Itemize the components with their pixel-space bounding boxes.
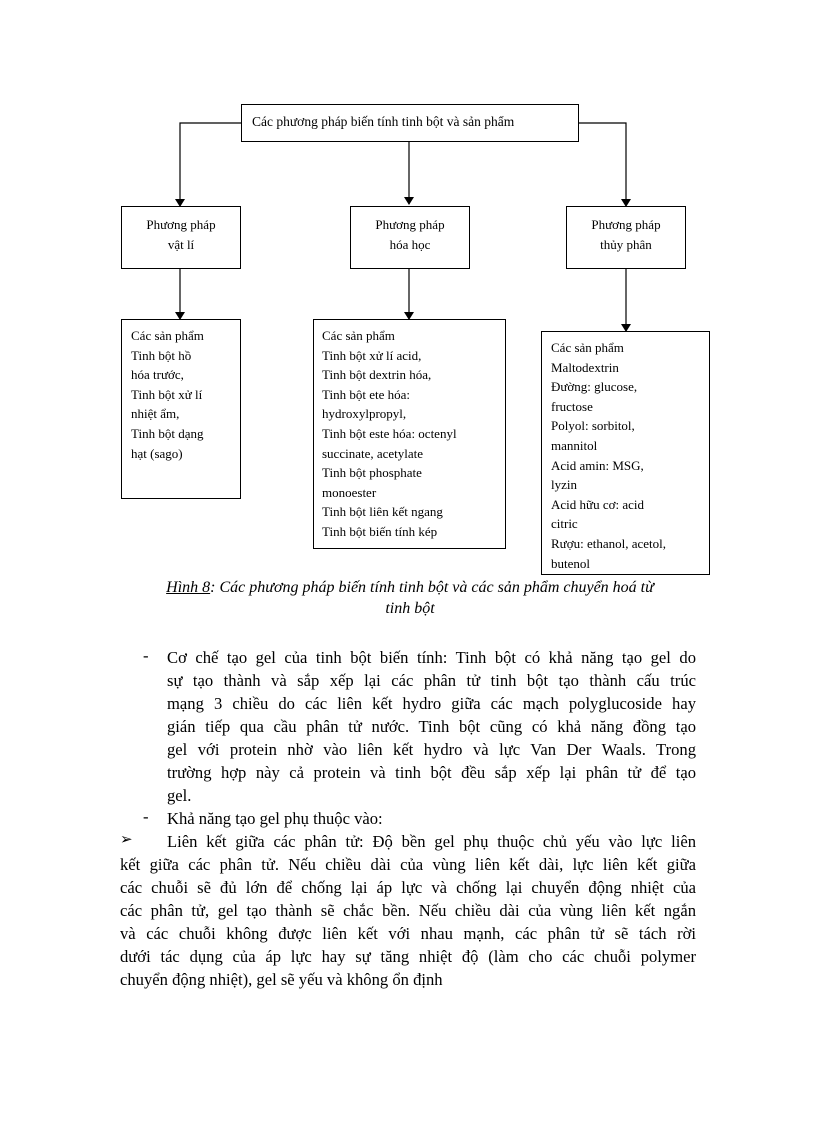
paragraph-line: dưới tác dụng của áp lực hay sự tăng nhiệt độ (làm cho các chuỗi polymer: [120, 947, 696, 966]
product-line: mannitol: [551, 437, 598, 453]
method-label-line2: vật lí: [167, 236, 195, 252]
diagram-root-box: [241, 104, 579, 142]
product-line: hydroxylpropyl,: [322, 406, 407, 422]
paragraph-line: các phân tử, gel tạo thành sẽ chắc bền. Nếu chiều dài của vùng liên kết ngắn: [120, 901, 696, 920]
product-line: lyzin: [551, 477, 577, 493]
paragraph-line: và các chuỗi không được liên kết với nhau mạnh, các phân tử sẽ tách rời: [120, 924, 696, 943]
paragraph-line: chuyển động nhiệt), gel sẽ yếu và không ổn định: [120, 970, 443, 989]
paragraph-line: Cơ chế tạo gel của tinh bột biến tính: Tinh bột có khả năng tạo gel do: [167, 648, 696, 667]
product-line: nhiệt ẩm,: [131, 406, 180, 422]
products-box-physical: [121, 319, 241, 499]
product-line: fructose: [551, 398, 593, 414]
paragraph-line: các chuỗi sẽ đủ lớn để chống lại áp lực và chống lại chuyển động nhiệt của: [120, 878, 696, 897]
paragraph-line: kết giữa các phân tử. Nếu chiều dài của vùng liên kết dài, lực liên kết giữa: [120, 855, 696, 874]
method-label-line1: Phương pháp: [146, 217, 216, 232]
paragraph-bond: [120, 853, 696, 991]
method-label-line2: hóa học: [389, 236, 431, 252]
product-line: Tinh bột dextrin hóa,: [322, 367, 432, 383]
product-line: Polyol: sorbitol,: [551, 418, 635, 434]
paragraph-line: gel với protein nhờ vào liên kết hydro và lực Van Der Waals. Trong: [167, 740, 696, 759]
caption-line-2: tinh bột: [385, 600, 435, 617]
arrow-bullet-icon: ➢: [120, 832, 133, 848]
product-line: citric: [551, 516, 578, 532]
method-box-hydrolysis: [566, 206, 686, 269]
paragraph-gel-dependency: Khả năng tạo gel phụ thuộc vào:: [167, 809, 383, 828]
method-box-chemical: [350, 206, 470, 269]
product-line: Tinh bột dạng: [131, 425, 204, 441]
diagram-root-label: Các phương pháp biến tính tinh bột và sản phẩm: [252, 114, 515, 129]
paragraph-line: sự tạo thành và sắp xếp lại các phân tử tinh bột tạo thành cấu trúc: [167, 671, 696, 690]
product-line: Tinh bột este hóa: octenyl: [322, 425, 457, 441]
product-line: Tinh bột biến tính kép: [322, 523, 438, 539]
product-line: hạt (sago): [131, 445, 183, 461]
paragraph-gel-mechanism: [167, 646, 696, 807]
method-label-line1: Phương pháp: [375, 217, 445, 232]
connector-root-to-physical: [180, 123, 241, 206]
product-line: Tinh bột xử lí acid,: [322, 347, 422, 363]
product-line: Tinh bột hồ: [131, 347, 192, 363]
product-line: hóa trước,: [131, 367, 184, 383]
products-box-chemical: [313, 319, 506, 549]
product-line: Maltodextrin: [551, 359, 619, 375]
paragraph-line: gián tiếp qua cầu phân tử nước. Tinh bột cũng có khả năng đồng tạo: [167, 717, 696, 736]
paragraph-line: trường hợp này cả protein và tinh bột đều sắp xếp lại phân tử để tạo: [167, 763, 696, 782]
paragraph-line: gel.: [167, 786, 192, 805]
figure-label: Hình 8: [166, 579, 211, 596]
product-line: Tinh bột liên kết ngang: [322, 504, 443, 520]
dash-bullet: -: [143, 646, 149, 665]
product-line: Acid hữu cơ: acid: [551, 496, 644, 512]
connector-root-to-hydrolysis: [579, 123, 626, 206]
product-line: Các sản phẩm: [322, 328, 395, 343]
caption-line-1: [110, 577, 710, 598]
dash-bullet: -: [143, 807, 149, 826]
method-label-line1: Phương pháp: [591, 217, 661, 232]
product-line: Tinh bột ete hóa:: [322, 386, 410, 402]
product-line: Tinh bột phosphate: [322, 465, 422, 481]
method-label-line2: thủy phân: [600, 236, 652, 252]
paragraph-bond-first-line: Liên kết giữa các phân tử: Độ bền gel phụ thuộc chủ yếu vào lực liên: [167, 832, 696, 851]
method-box-physical: [121, 206, 241, 269]
product-line: Tinh bột xử lí: [131, 386, 203, 402]
product-line: butenol: [551, 555, 590, 571]
products-box-hydrolysis: [541, 331, 710, 575]
caption-text: : Các phương pháp biến tính tinh bột và các sản phẩm chuyển hoá từ: [210, 579, 654, 596]
product-line: Đường: glucose,: [551, 379, 638, 395]
product-line: Các sản phẩm: [551, 340, 624, 355]
product-line: Acid amin: MSG,: [551, 457, 644, 473]
product-line: succinate, acetylate: [322, 445, 424, 461]
product-line: Các sản phẩm: [131, 328, 204, 343]
product-line: monoester: [322, 484, 377, 500]
paragraph-line: mạng 3 chiều do các liên kết hydro giữa các mạch polyglucoside hay: [167, 694, 696, 713]
figure-caption: [110, 577, 710, 619]
product-line: Rượu: ethanol, acetol,: [551, 535, 667, 551]
